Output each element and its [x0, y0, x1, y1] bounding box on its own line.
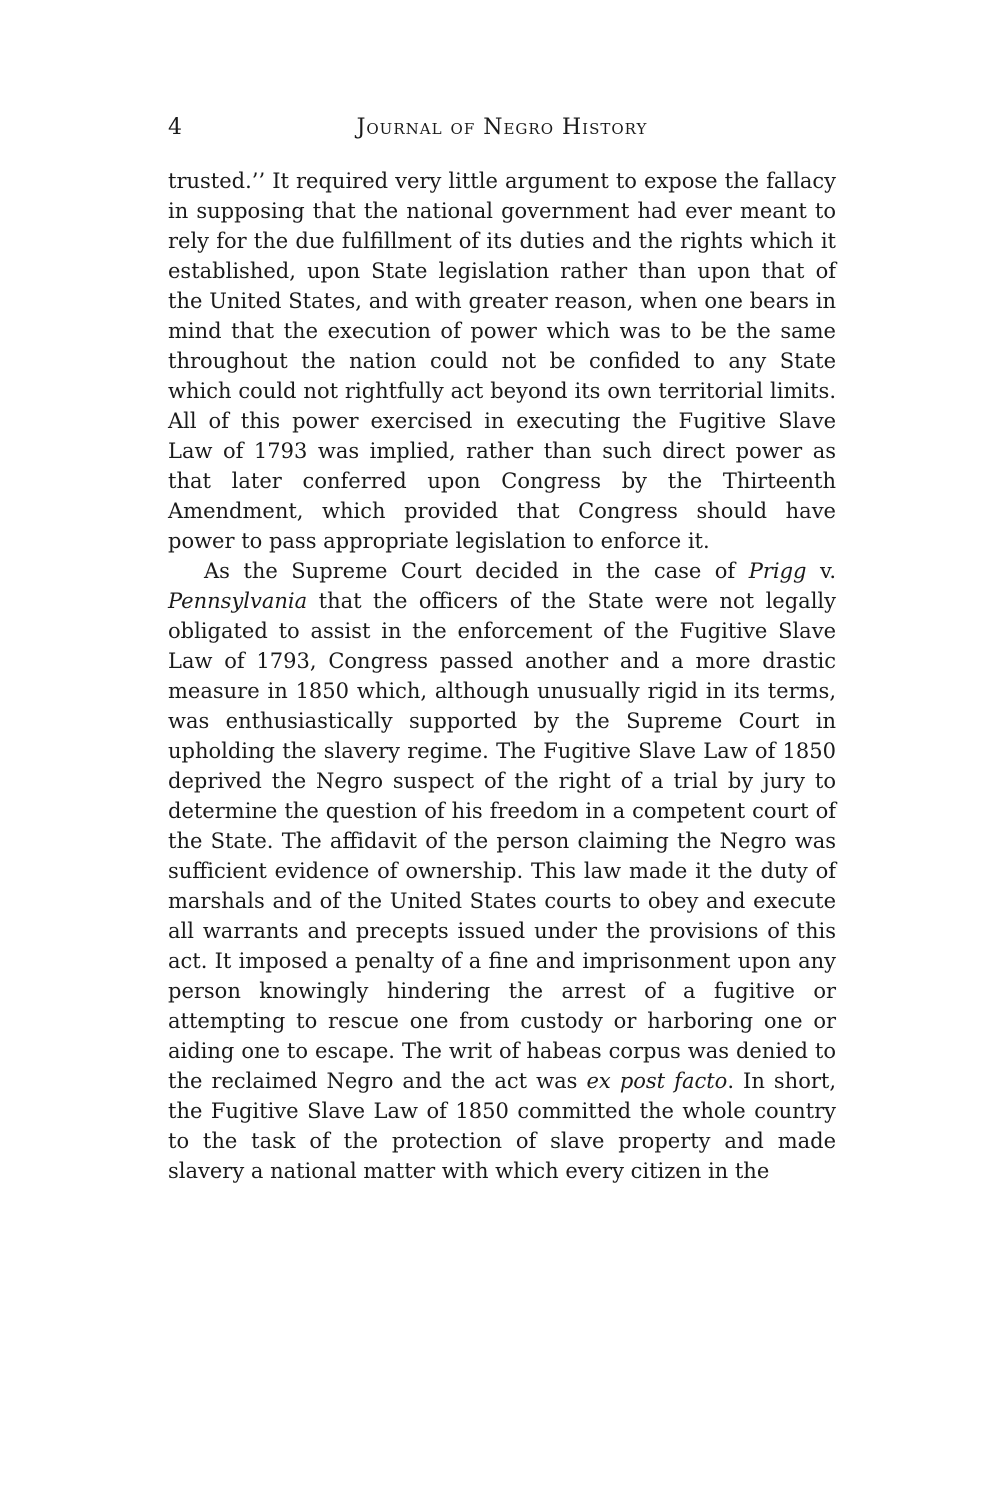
paragraph-text: v.	[806, 559, 836, 583]
latin-term: ex post facto	[586, 1069, 728, 1093]
paragraph-continuation	[168, 166, 836, 556]
paragraph-text: that the officers of the State were not legally obligated to assist in the enforcement of the Fugitive Slave Law of 1793, Congress passed another and a more drastic measure in 1850 which, although unusually rigid in its terms, was enthusiastically supported by the Supreme Court in upholding the slavery regime. The Fugitive Slave Law of 1850 deprived the Negro suspect of the right of a trial by jury to determine the question of his freedom in a competent court of the State. The affidavit of the person claiming the Negro was sufficient evidence of ownership. This law made it the duty of marshals and of the United States courts to obey and execute all warrants and precepts issued under the provisions of this act. It imposed a penalty of a fine and imprisonment upon any person knowingly hindering the arrest of a fugitive or attempting to rescue one from custody or harboring one or aiding one to escape. The writ of habeas corpus was denied to the reclaimed Negro and the act was	[168, 589, 836, 1093]
case-name-pennsylvania: Pennsylvania	[168, 589, 308, 613]
running-head	[168, 112, 836, 144]
paragraph-prigg	[168, 556, 836, 1186]
paragraph-text: trusted.’’ It required very little argument to expose the fallacy in supposing that the national government had ever meant to rely for the due fulfillment of its duties and the rights which it established, upon State legislation rather than upon that of the United States, and with greater reason, when one bears in mind that the execution of power which was to be the same throughout the nation could not be confided to any State which could not rightfully act beyond its own territorial limits. All of this power exercised in executing the Fugitive Slave Law of 1793 was implied, rather than such direct power as that later conferred upon Congress by the Thirteenth Amendment, which provided that Congress should have power to pass appropriate legislation to enforce it.	[168, 169, 836, 553]
case-name-prigg: Prigg	[748, 559, 807, 583]
body-text	[168, 166, 836, 1186]
journal-title: Journal of Negro History	[356, 115, 648, 140]
page-number: 4	[168, 115, 182, 140]
paragraph-text: . In short, the Fugitive Slave Law of 1850 committed the whole country to the task of the protection of slave property and made slavery a national matter with which every citizen in the	[168, 1069, 837, 1183]
paragraph-text: As the Supreme Court decided in the case of	[204, 559, 749, 583]
